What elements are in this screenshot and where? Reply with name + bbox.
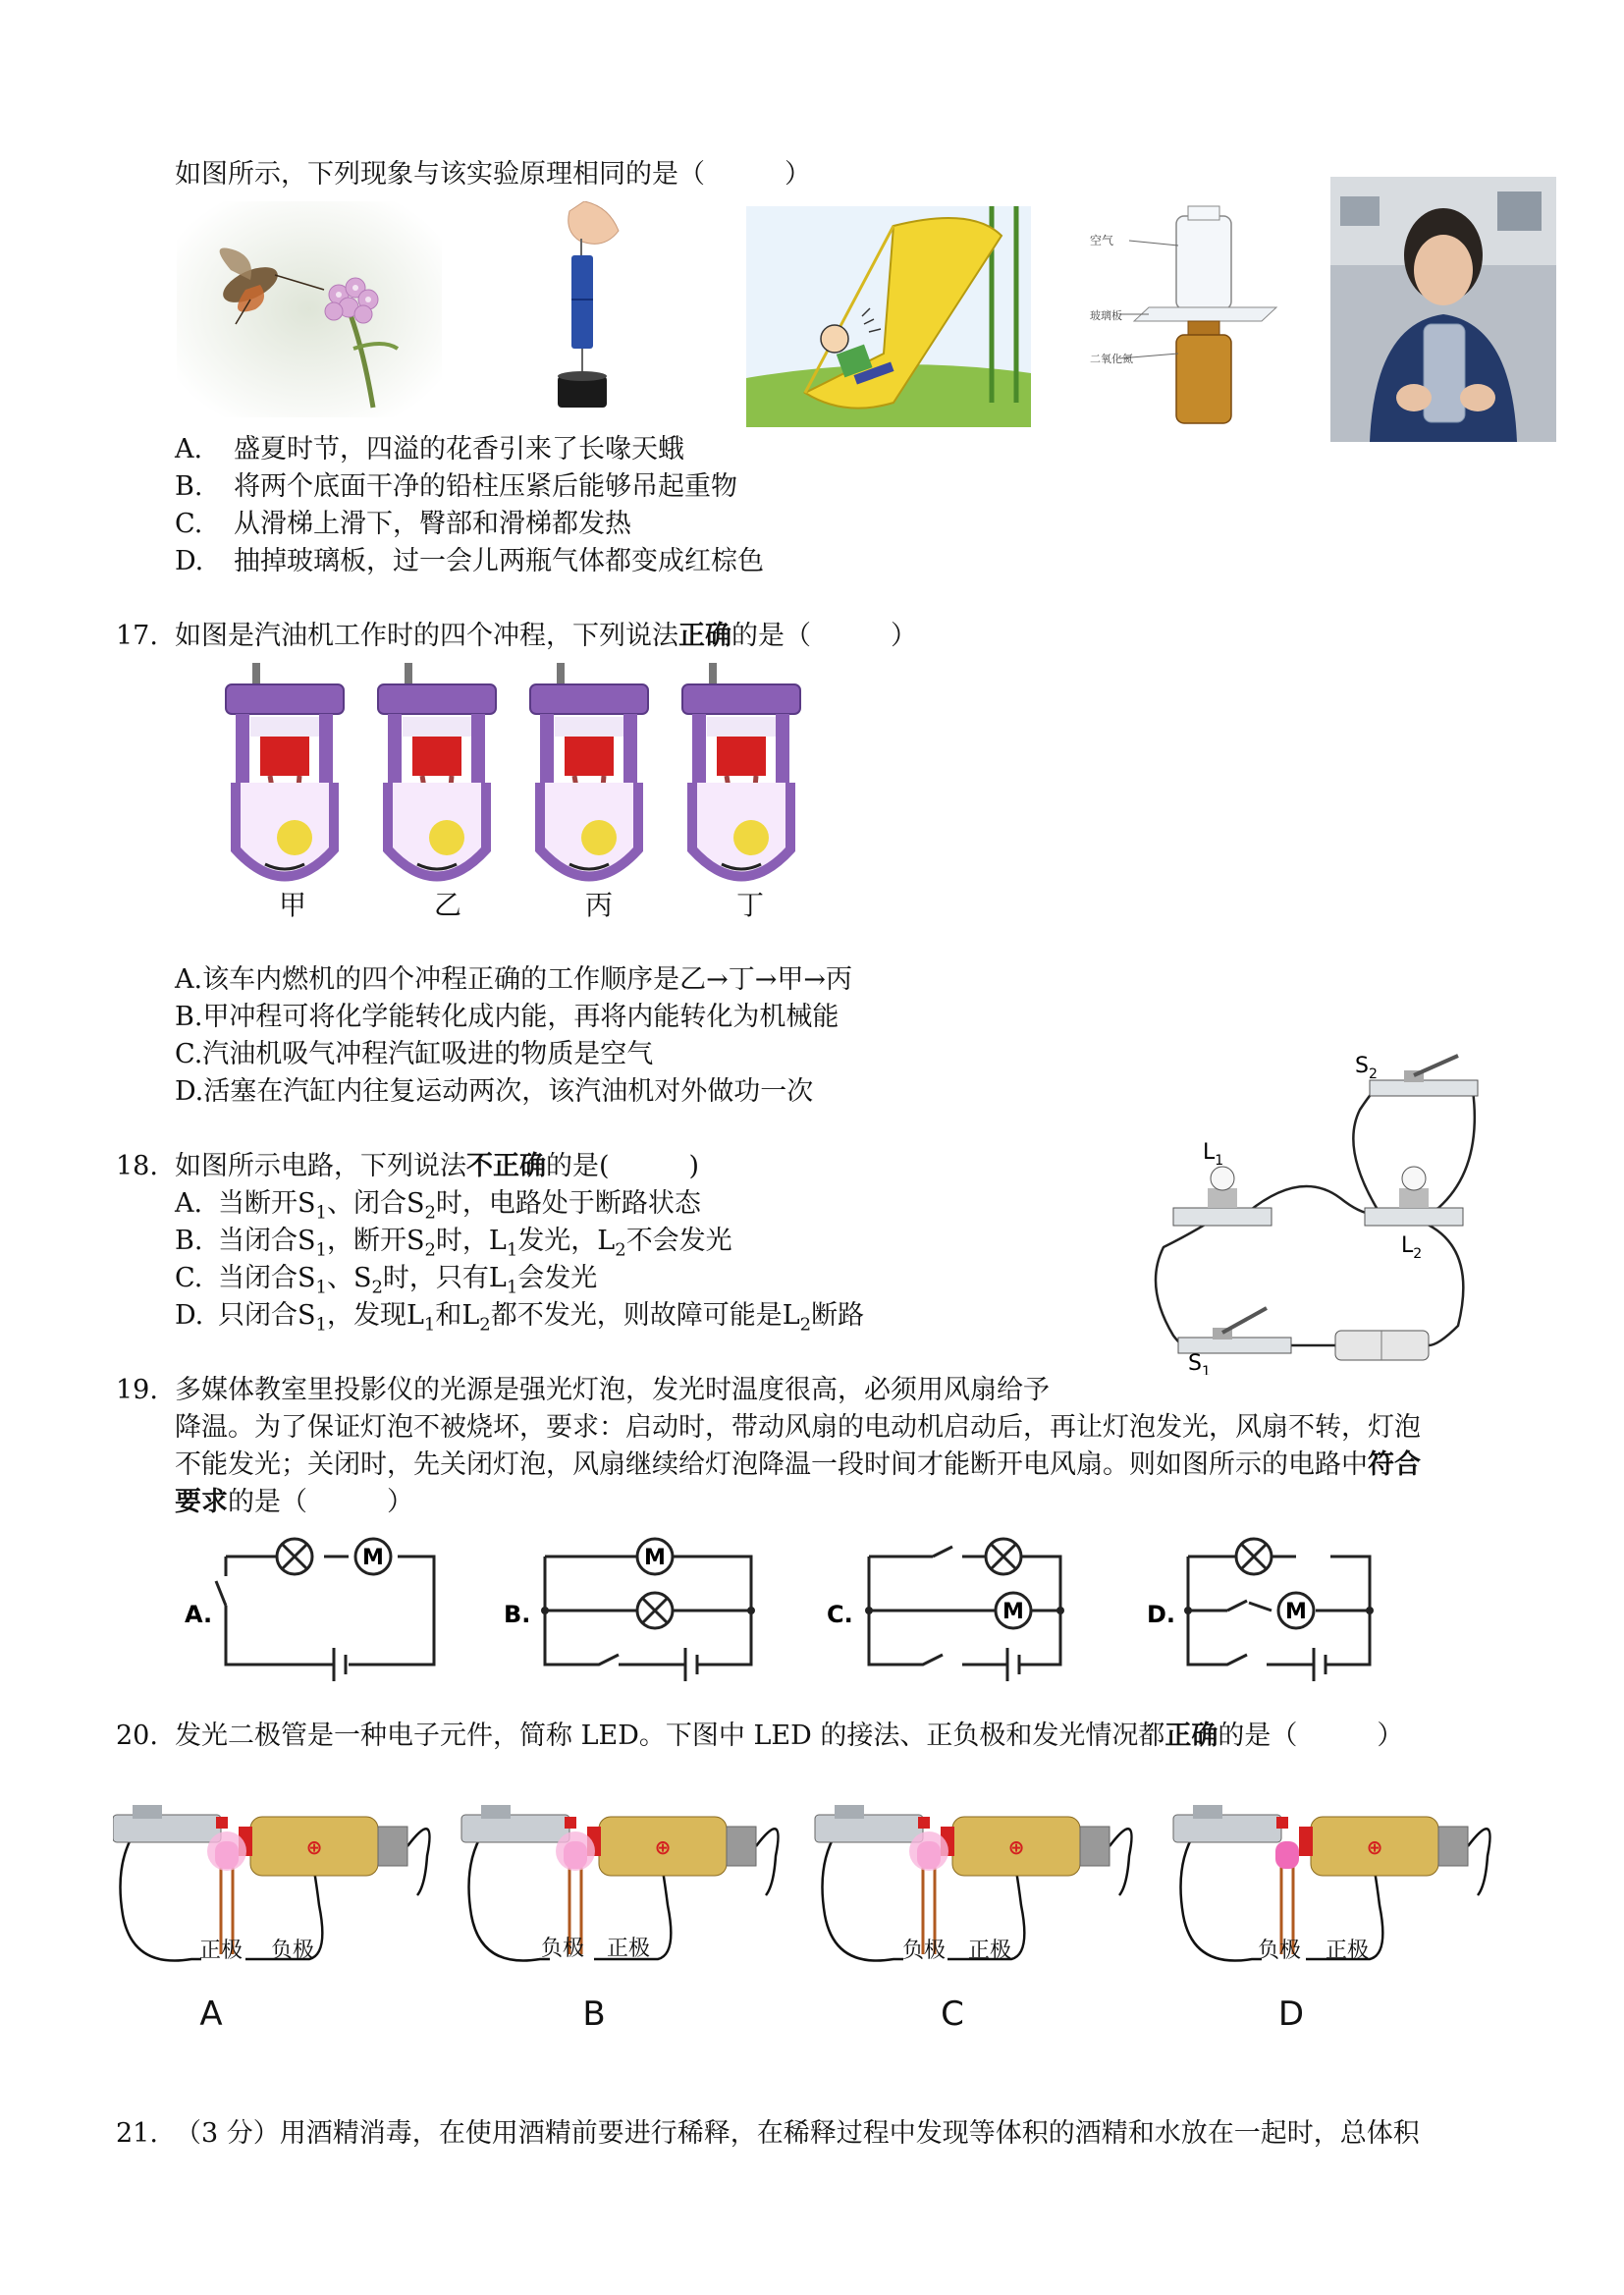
q18-option-b: B. 当闭合$S_1$，断开$S_2$时，$L_1$发光，$L_2$不会发光 xyxy=(175,1226,732,1261)
led-b-right: 正极 xyxy=(606,1937,651,1961)
q19-choice-d: D. xyxy=(1147,1601,1176,1628)
q21-stem: 21. （3 分）用酒精消毒，在使用酒精前要进行稀释，在稀释过程中发现等体积的酒精和水放在一起时，总体积 xyxy=(116,2118,1420,2149)
engine-caption-bing: 丙 xyxy=(585,889,614,921)
jar-label-no2: 二氧化氮 xyxy=(1090,353,1133,365)
panel-letter-b: B xyxy=(582,1994,606,2034)
label-l2: $L_2$ xyxy=(1401,1233,1423,1262)
q16-option-b: B. 将两个底面干净的铅柱压紧后能够吊起重物 xyxy=(175,471,737,502)
q18-option-d: D. 只闭合$S_1$，发现$L_1$和$L_2$都不发光，则故障可能是$L_2$断路 xyxy=(175,1300,865,1336)
jar-label-air: 空气 xyxy=(1090,234,1114,247)
q20-stem: 20. 发光二极管是一种电子元件，简称 LED。下图中 LED 的接法、正负极和发光情况都正确的是（ ） xyxy=(116,1721,1404,1751)
led-a-left: 正极 xyxy=(198,1939,244,1963)
q19-choice-c: C. xyxy=(827,1601,853,1628)
engine-caption-yi: 乙 xyxy=(434,889,462,921)
led-d-left: 负极 xyxy=(1257,1939,1302,1963)
hawkmoth-flower-photo xyxy=(177,201,442,417)
q19-line2: 降温。为了保证灯泡不被烧坏，要求：启动时，带动风扇的电动机启动后，再让灯泡发光，风扇不转，灯泡 xyxy=(175,1412,1421,1443)
astronaut-photo xyxy=(1330,177,1556,442)
q19-circuits xyxy=(177,1532,1414,1704)
motor-c: M xyxy=(1002,1600,1024,1624)
q16-option-a: A. 盛夏时节，四溢的花香引来了长喙天蛾 xyxy=(175,434,684,464)
q20-led-circuits xyxy=(113,1797,1527,2043)
led-d-right: 正极 xyxy=(1325,1939,1370,1963)
q17-option-d: D.活塞在汽缸内往复运动两次，该汽油机对外做功一次 xyxy=(175,1076,814,1107)
battery-plus-b: ⊕ xyxy=(654,1835,672,1859)
label-l1: $L_1$ xyxy=(1203,1140,1224,1169)
q19-choice-b: B. xyxy=(504,1601,531,1628)
panel-letter-d: D xyxy=(1277,1994,1305,2034)
panel-letter-c: C xyxy=(941,1994,964,2034)
lead-cylinder-photo xyxy=(511,201,648,427)
jar-label-glass: 玻璃板 xyxy=(1090,309,1122,322)
q17-option-a: A.该车内燃机的四个冲程正确的工作顺序是乙→丁→甲→丙 xyxy=(175,964,852,995)
battery-plus-d: ⊕ xyxy=(1366,1835,1383,1859)
q19-line3: 不能发光；关闭时，先关闭灯泡，风扇继续给灯泡降温一段时间才能断开电风扇。则如图所示的电路中符合 xyxy=(175,1449,1421,1480)
q17-stem: 17. 如图是汽油机工作时的四个冲程，下列说法正确的是（ ） xyxy=(116,621,917,651)
slide-cartoon xyxy=(746,206,1031,427)
engine-caption-ding: 丁 xyxy=(736,889,765,921)
battery-plus-a: ⊕ xyxy=(305,1835,323,1859)
q16-option-c: C. 从滑梯上滑下，臀部和滑梯都发热 xyxy=(175,509,631,539)
motor-a: M xyxy=(362,1546,384,1570)
q18-option-c: C. 当闭合$S_1$、$S_2$时，只有$L_1$会发光 xyxy=(175,1263,598,1298)
led-b-left: 负极 xyxy=(540,1937,585,1961)
q19-line1: 19. 多媒体教室里投影仪的光源是强光灯泡，发光时温度很高，必须用风扇给予 xyxy=(116,1375,1050,1405)
engine-caption-jia: 甲 xyxy=(279,889,307,921)
q19-choice-a: A. xyxy=(185,1601,213,1628)
q18-option-a: A. 当断开$S_1$、闭合$S_2$时，电路处于断路状态 xyxy=(175,1188,701,1224)
led-a-right: 负极 xyxy=(270,1939,315,1963)
label-s2: $S_2$ xyxy=(1355,1054,1378,1082)
label-s1: $S_1$ xyxy=(1188,1351,1211,1375)
panel-letter-a: A xyxy=(199,1994,223,2034)
battery-plus-c: ⊕ xyxy=(1007,1835,1025,1859)
q16-option-d: D. 抽掉玻璃板，过一会儿两瓶气体都变成红棕色 xyxy=(175,546,764,576)
gas-jars-diagram xyxy=(1090,201,1286,427)
q17-option-c: C.汽油机吸气冲程汽缸吸进的物质是空气 xyxy=(175,1039,654,1069)
q19-line4: 要求的是（ ） xyxy=(175,1487,413,1517)
q18-stem: 18. 如图所示电路，下列说法不正确的是( ) xyxy=(116,1151,700,1181)
engine-strokes-diagram xyxy=(221,663,820,889)
led-c-left: 负极 xyxy=(901,1939,947,1963)
motor-b: M xyxy=(644,1546,666,1570)
motor-d: M xyxy=(1285,1600,1307,1624)
q17-option-b: B.甲冲程可将化学能转化成内能，再将内能转化为机械能 xyxy=(175,1002,839,1032)
q16-stem: 如图所示，下列现象与该实验原理相同的是（ ） xyxy=(175,159,811,190)
led-c-right: 正极 xyxy=(967,1939,1012,1963)
q18-circuit-figure xyxy=(1144,1051,1517,1375)
